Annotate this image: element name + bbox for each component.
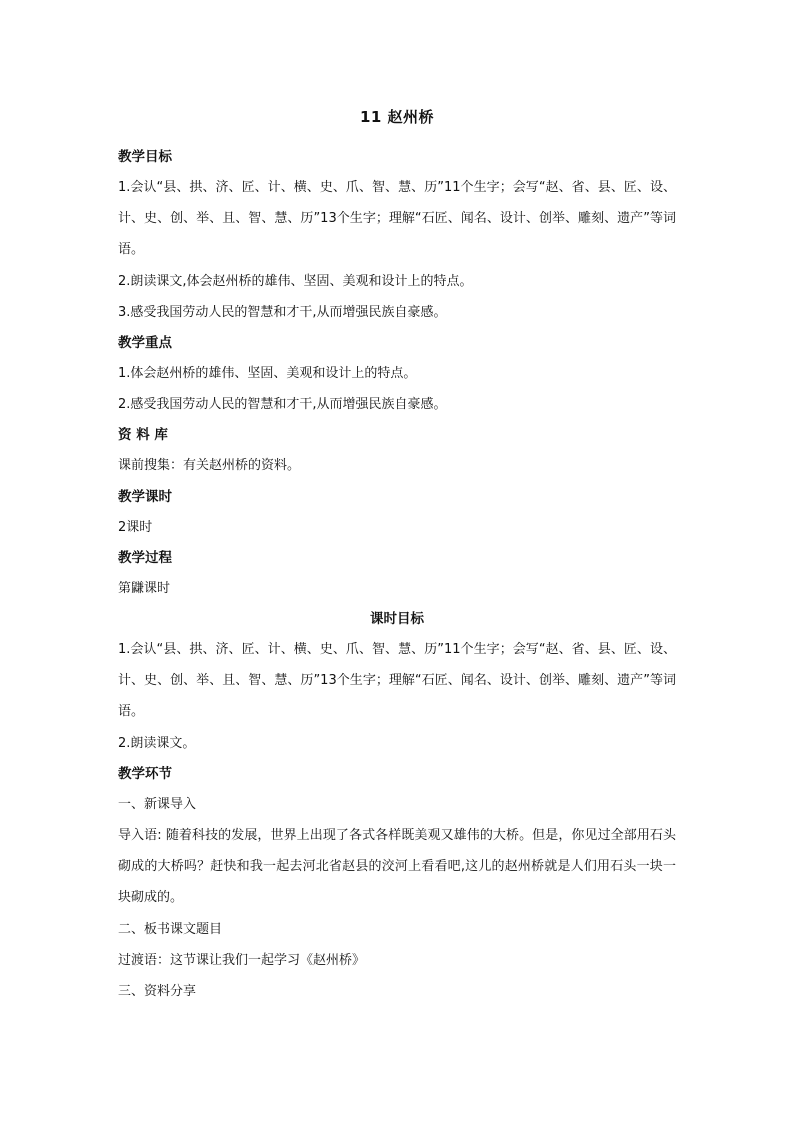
lesson-goal-item-2: 2.朗读课文。 (118, 735, 196, 751)
teaching-steps-heading: 教学环节 (118, 765, 172, 782)
goal-item-2: 2.朗读课文,体会赵州桥的雄伟、坚固、美观和设计上的特点。 (118, 273, 473, 289)
lesson-goal-item-1: 1.会认“县、拱、济、匠、计、横、史、爪、智、慧、历”11个生字；会写“赵、省、县、匠、设、计、史、创、举、且、智、慧、历”13个生字；理解“石匠、闻名、设计、创举、雕刻、遗产”等词语。 (118, 642, 676, 720)
class-hours-heading: 教学课时 (118, 488, 172, 505)
class-hours-text: 2课时 (118, 519, 153, 535)
page-title: 11 赵州桥 (359, 108, 435, 126)
step-1-title: 一、新课导入 (118, 796, 197, 812)
step-2-text: 过渡语：这节课让我们一起学习《赵州桥》 (118, 952, 366, 968)
key-points-heading: 教学重点 (118, 335, 172, 352)
goal-item-3: 3.感受我国劳动人民的智慧和才干,从而增强民族自豪感。 (118, 304, 447, 320)
key-point-1: 1.体会赵州桥的雄伟、坚固、美观和设计上的特点。 (118, 366, 417, 382)
goal-item-1: 1.会认“县、拱、济、匠、计、横、史、爪、智、慧、历”11个生字；会写“赵、省、县、匠、设、计、史、创、举、且、智、慧、历”13个生字；理解“石匠、闻名、设计、创举、雕刻、遗产”等词语。 (118, 180, 676, 258)
teaching-goals-heading: 教学目标 (118, 149, 172, 165)
document-body (118, 104, 676, 1007)
teaching-process-heading: 教学过程 (118, 549, 172, 566)
key-point-2: 2.感受我国劳动人民的智慧和才干,从而增强民族自豪感。 (118, 397, 447, 413)
lesson-period-label: 第鼸课时 (118, 580, 171, 596)
resource-library-text: 课前搜集：有关赵州桥的资料。 (118, 458, 301, 474)
step-3-title: 三、资料分享 (118, 984, 197, 1000)
step-1-text: 导入语: 随着科技的发展，世界上出现了各式各样既美观又雄伟的大桥。但是，你见过全部用石头砌成的大桥吗？赶快和我一起去河北省赵县的洨河上看看吧,这儿的赵州桥就是人们用石头一块一块砌成的。 (118, 828, 676, 906)
resource-library-heading: 资 料 库 (118, 427, 168, 444)
lesson-goals-heading: 课时目标 (370, 611, 424, 628)
step-2-title: 二、板书课文题目 (118, 921, 223, 937)
